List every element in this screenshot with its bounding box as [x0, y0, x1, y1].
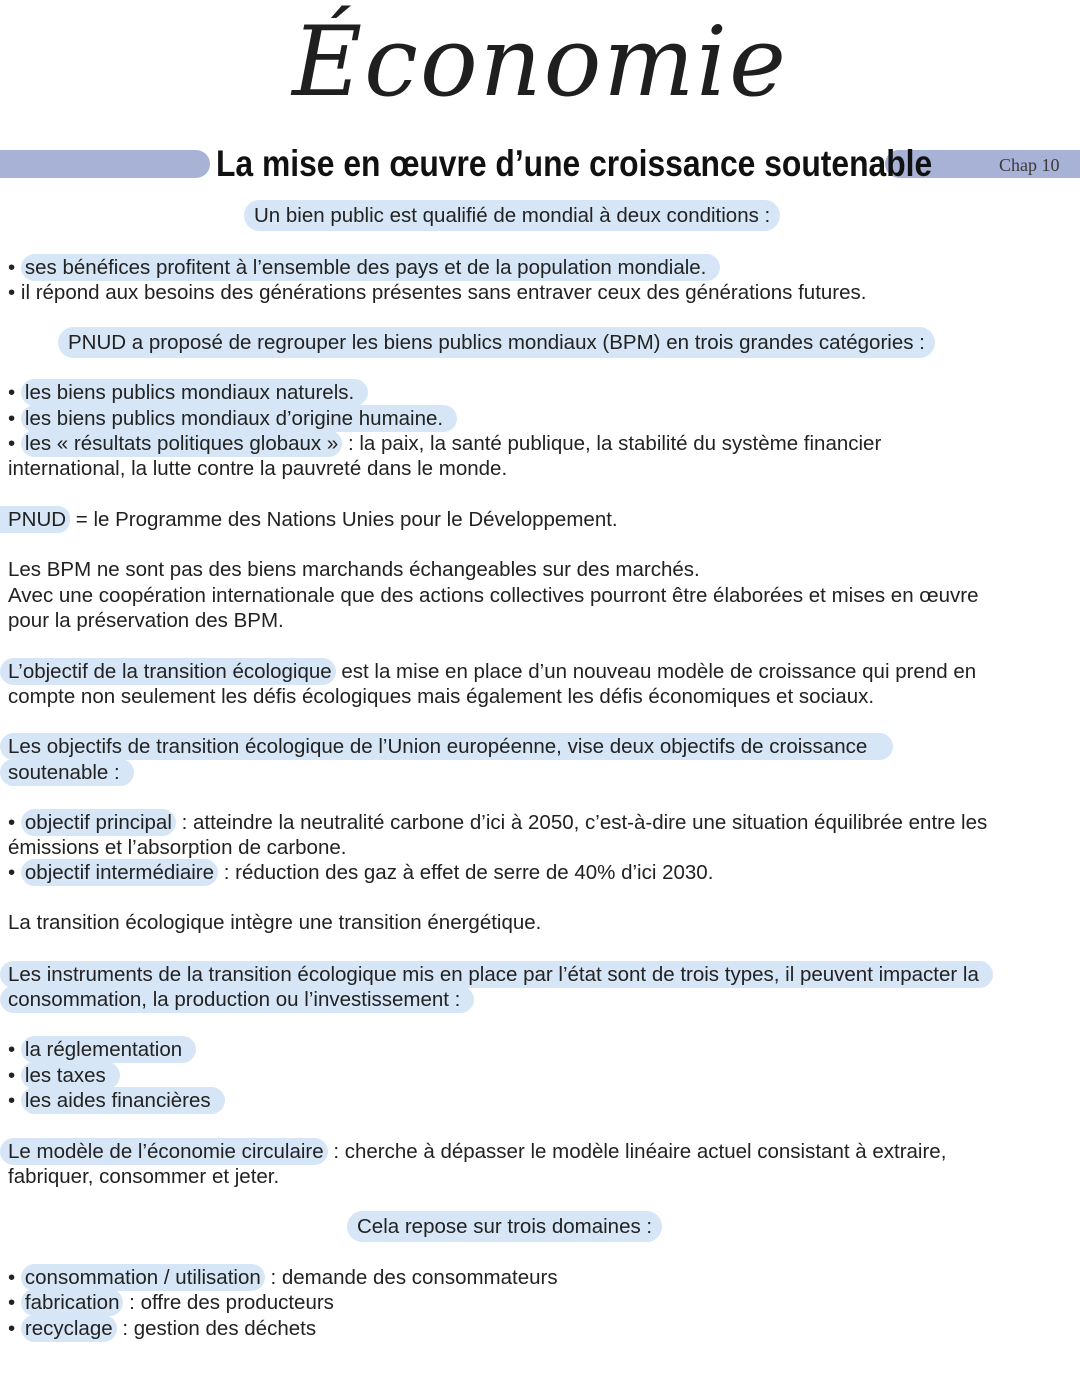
list-item-text: les biens publics mondiaux d’origine humaine.	[21, 405, 457, 432]
list-item-text: les biens publics mondiaux naturels.	[21, 379, 368, 406]
energy-sentence: La transition écologique intègre une transition énergétique.	[8, 911, 542, 934]
list-item	[8, 406, 457, 431]
pnud-definition-text: = le Programme des Nations Unies pour le Développement.	[70, 508, 618, 531]
list-item-text: : réduction des gaz à effet de serre de 40% d’ici 2030.	[218, 861, 714, 884]
paragraph-line: fabriquer, consommer et jeter.	[8, 1165, 280, 1188]
list-item	[8, 1265, 558, 1290]
transition-lead: L’objectif de la transition écologique	[0, 658, 336, 685]
section1-heading-text: Un bien public est qualifié de mondial à deux conditions :	[244, 200, 780, 231]
bullet: •	[8, 1038, 16, 1061]
instruments-heading-cont	[8, 987, 474, 1012]
objective-principal-label: objectif principal	[21, 809, 176, 836]
bullet: •	[8, 256, 16, 279]
title-bar-left	[0, 150, 210, 178]
list-item-text: les aides financières	[21, 1087, 225, 1114]
pnud-definition	[8, 507, 618, 532]
domains-heading-text: Cela repose sur trois domaines :	[347, 1211, 662, 1242]
section1-heading	[244, 203, 780, 228]
domains-heading	[347, 1214, 662, 1239]
list-item	[8, 810, 987, 835]
bullet: •	[8, 811, 16, 834]
section2-heading-text: PNUD a proposé de regrouper les biens publics mondiaux (BPM) en trois grandes catégories :	[58, 327, 935, 358]
circular-lead: Le modèle de l’économie circulaire	[0, 1138, 328, 1165]
list-item-text: la réglementation	[21, 1036, 196, 1063]
ue-heading-line1: Les objectifs de transition écologique de l’Union européenne, vise deux objectifs de croissance	[0, 733, 893, 760]
script-title: Économie	[292, 6, 788, 118]
chapter-tag: Chap 10	[999, 155, 1060, 175]
bullet: •	[8, 1089, 16, 1112]
list-item	[8, 280, 866, 305]
list-item-continuation: émissions et l’absorption de carbone.	[8, 836, 347, 859]
transition-text: est la mise en place d’un nouveau modèle de croissance qui prend en	[335, 660, 977, 683]
list-item-text: : la paix, la santé publique, la stabilité du système financier	[342, 432, 882, 455]
instruments-heading	[8, 962, 993, 987]
paragraph-line: pour la préservation des BPM.	[8, 609, 284, 632]
instruments-line1: Les instruments de la transition écologique mis en place par l’état sont de trois types, il peuvent impacter la	[0, 961, 993, 988]
list-item-continuation: international, la lutte contre la pauvreté dans le monde.	[8, 457, 508, 480]
list-item	[8, 1290, 334, 1315]
list-item-lead: les « résultats politiques globaux »	[21, 430, 342, 457]
bullet: •	[8, 861, 16, 884]
bullet: •	[8, 1291, 16, 1314]
objective-intermediaire-label: objectif intermédiaire	[21, 859, 218, 886]
domain-label: consommation / utilisation	[21, 1264, 265, 1291]
list-item	[8, 255, 720, 280]
paragraph-line: Les BPM ne sont pas des biens marchands échangeables sur des marchés.	[8, 558, 700, 581]
bullet: •	[8, 1266, 16, 1289]
list-item	[8, 431, 881, 456]
instruments-line2: consommation, la production ou l’investissement :	[0, 986, 474, 1013]
list-item	[8, 1088, 225, 1113]
list-item	[8, 1316, 316, 1341]
bullet: •	[8, 281, 16, 304]
paragraph-line: compte non seulement les défis écologiques mais également les défis économiques et sociaux.	[8, 685, 875, 708]
bullet: •	[8, 1317, 16, 1340]
circular-text: : cherche à dépasser le modèle linéaire actuel consistant à extraire,	[327, 1140, 947, 1163]
domain-label: recyclage	[21, 1315, 117, 1342]
bullet: •	[8, 381, 16, 404]
ue-heading-line2: soutenable :	[0, 759, 134, 786]
pnud-term: PNUD	[0, 506, 70, 533]
circular-paragraph	[8, 1139, 946, 1164]
domain-description: : gestion des déchets	[116, 1317, 317, 1340]
list-item	[8, 1037, 196, 1062]
domain-description: : demande des consommateurs	[264, 1266, 558, 1289]
bullet: •	[8, 1064, 16, 1087]
bullet: •	[8, 407, 16, 430]
domain-label: fabrication	[21, 1289, 124, 1316]
list-item	[8, 860, 713, 885]
transition-paragraph	[8, 659, 976, 684]
paragraph-line: Avec une coopération internationale que des actions collectives pourront être élaborées et mises en œuvre	[8, 584, 979, 607]
list-item	[8, 380, 368, 405]
ue-heading	[8, 734, 893, 759]
bullet: •	[8, 432, 16, 455]
list-item-text: ses bénéfices profitent à l’ensemble des pays et de la population mondiale.	[21, 254, 721, 281]
domain-description: : offre des producteurs	[123, 1291, 334, 1314]
list-item	[8, 1063, 120, 1088]
section2-heading	[58, 330, 935, 355]
list-item-text: il répond aux besoins des générations présentes sans entraver ceux des générations futures.	[20, 281, 867, 304]
list-item-text: : atteindre la neutralité carbone d’ici à 2050, c’est-à-dire une situation équilibrée entre les	[175, 811, 988, 834]
list-item-text: les taxes	[21, 1062, 120, 1089]
chapter-title: La mise en œuvre d’une croissance soutenable	[216, 143, 933, 184]
ue-heading-cont	[8, 760, 134, 785]
